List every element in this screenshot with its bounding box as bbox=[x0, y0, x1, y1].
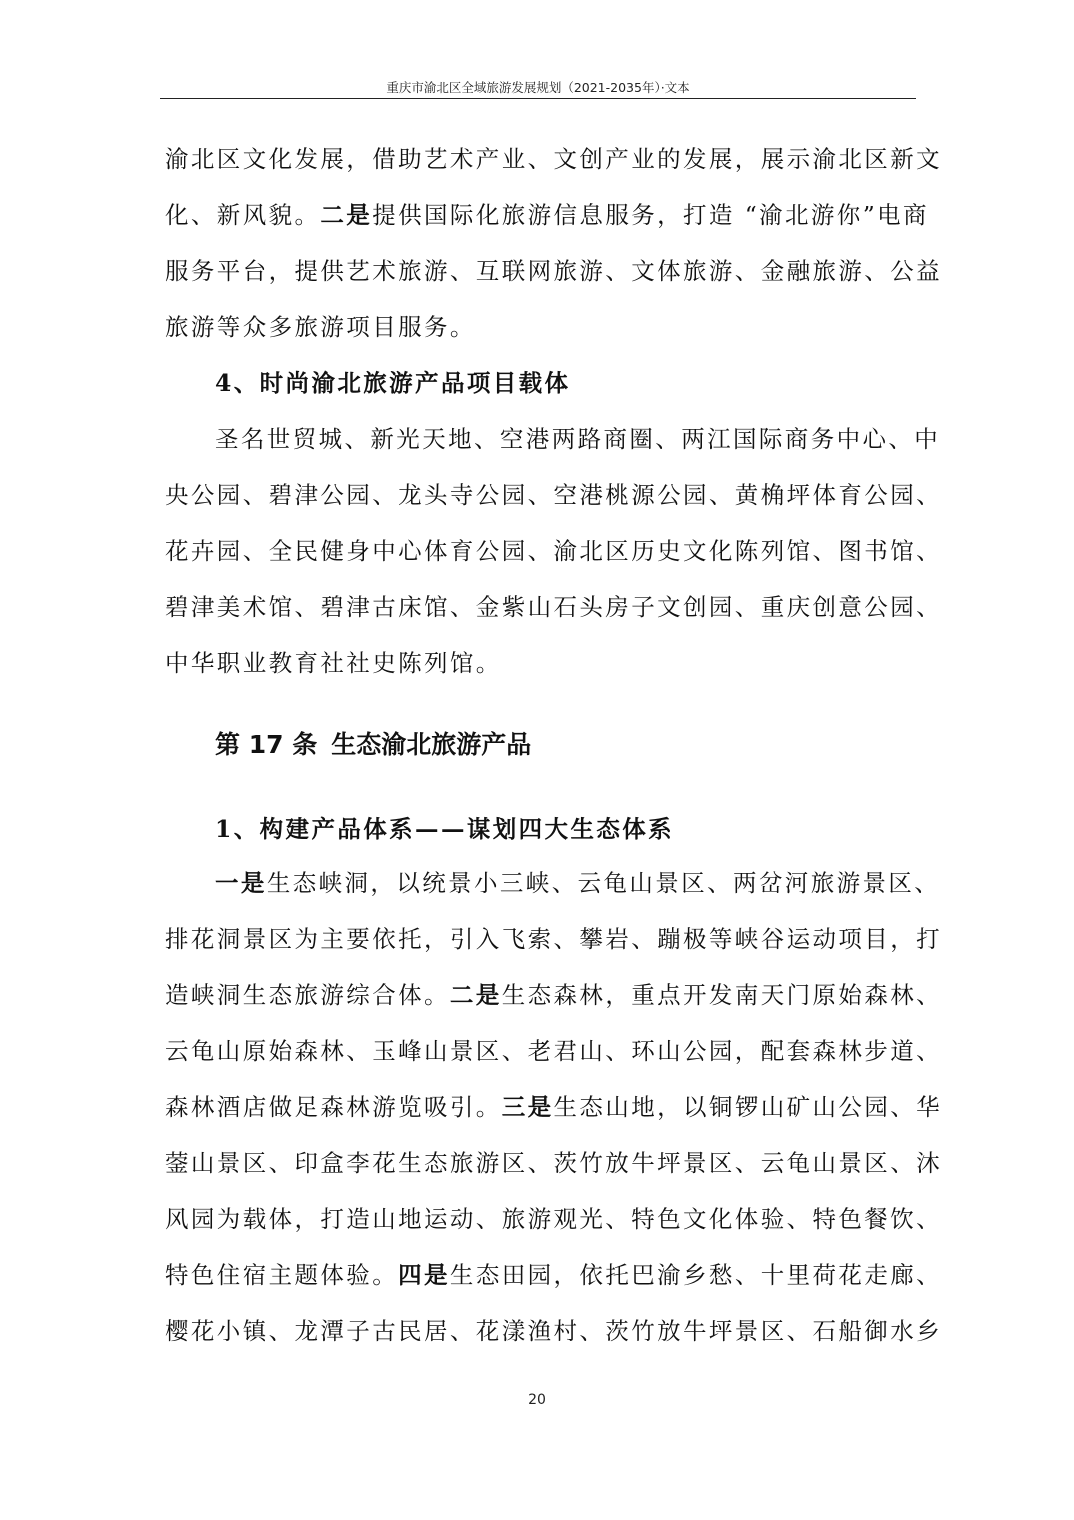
body-text: 特色住宿主题体验。 bbox=[165, 1261, 399, 1289]
emphasis-text: 三是 bbox=[501, 1093, 554, 1121]
body-line: 樱花小镇、龙潭子古民居、花漾渔村、茨竹放牛坪景区、石船御水乡 bbox=[165, 1317, 942, 1345]
body-line: 排花洞景区为主要依托，引入飞索、攀岩、蹦极等峡谷运动项目，打 bbox=[165, 925, 942, 953]
body-text: 森林酒店做足森林游览吸引。 bbox=[165, 1093, 502, 1121]
article-heading bbox=[215, 729, 531, 761]
body-line: 圣名世贸城、新光天地、空港两路商圈、两江国际商务中心、中 bbox=[215, 425, 941, 453]
body-line: 服务平台，提供艺术旅游、互联网旅游、文体旅游、金融旅游、公益 bbox=[165, 257, 942, 285]
emphasis-text: 二是 bbox=[320, 201, 373, 229]
body-text: 生态森林，重点开发南天门原始森林、 bbox=[501, 981, 943, 1009]
body-line: 云龟山原始森林、玉峰山景区、老君山、环山公园，配套森林步道、 bbox=[165, 1037, 942, 1065]
running-header: 重庆市渝北区全域旅游发展规划（2021-2035年）·文本 bbox=[386, 80, 690, 95]
article-title: 生态渝北旅游产品 bbox=[331, 730, 532, 759]
body-text: 生态峡洞，以统景小三峡、云龟山景区、两岔河旅游景区、 bbox=[266, 869, 941, 897]
body-text: 造峡洞生态旅游综合体。 bbox=[165, 981, 450, 1009]
emphasis-text: 四是 bbox=[398, 1261, 450, 1289]
body-line: 旅游等众多旅游项目服务。 bbox=[165, 313, 476, 341]
emphasis-text: 二是 bbox=[449, 981, 502, 1009]
body-line bbox=[165, 1260, 943, 1290]
section-heading: 4、时尚渝北旅游产品项目载体 bbox=[215, 369, 571, 397]
body-text: 化、新风貌。 bbox=[165, 201, 321, 229]
body-text: 生态山地，以铜锣山矿山公园、华 bbox=[553, 1093, 943, 1121]
body-text: 提供国际化旅游信息服务，打造 “渝北游你”电商 bbox=[372, 201, 929, 229]
body-line: 央公园、碧津公园、龙头寺公园、空港桃源公园、黄桷坪体育公园、 bbox=[165, 481, 942, 509]
body-line: 中华职业教育社社史陈列馆。 bbox=[165, 649, 502, 677]
body-line bbox=[165, 200, 929, 230]
article-number: 第 17 条 bbox=[215, 730, 318, 759]
body-line: 蓥山景区、印盒李花生态旅游区、茨竹放牛坪景区、云龟山景区、沐 bbox=[165, 1149, 942, 1177]
body-line: 花卉园、全民健身中心体育公园、渝北区历史文化陈列馆、图书馆、 bbox=[165, 537, 942, 565]
body-text: 生态田园，依托巴渝乡愁、十里荷花走廊、 bbox=[449, 1261, 943, 1289]
header-rule bbox=[160, 98, 916, 99]
body-line: 风园为载体，打造山地运动、旅游观光、特色文化体验、特色餐饮、 bbox=[165, 1205, 942, 1233]
emphasis-text: 一是 bbox=[215, 869, 267, 897]
body-line: 碧津美术馆、碧津古床馆、金紫山石头房子文创园、重庆创意公园、 bbox=[165, 593, 942, 621]
body-line bbox=[215, 868, 941, 898]
section-heading: 1、构建产品体系——谋划四大生态体系 bbox=[215, 815, 675, 843]
body-line: 渝北区文化发展，借助艺术产业、文创产业的发展，展示渝北区新文 bbox=[165, 145, 942, 173]
body-line bbox=[165, 1092, 943, 1122]
body-line bbox=[165, 980, 943, 1010]
page-number: 20 bbox=[528, 1392, 546, 1408]
